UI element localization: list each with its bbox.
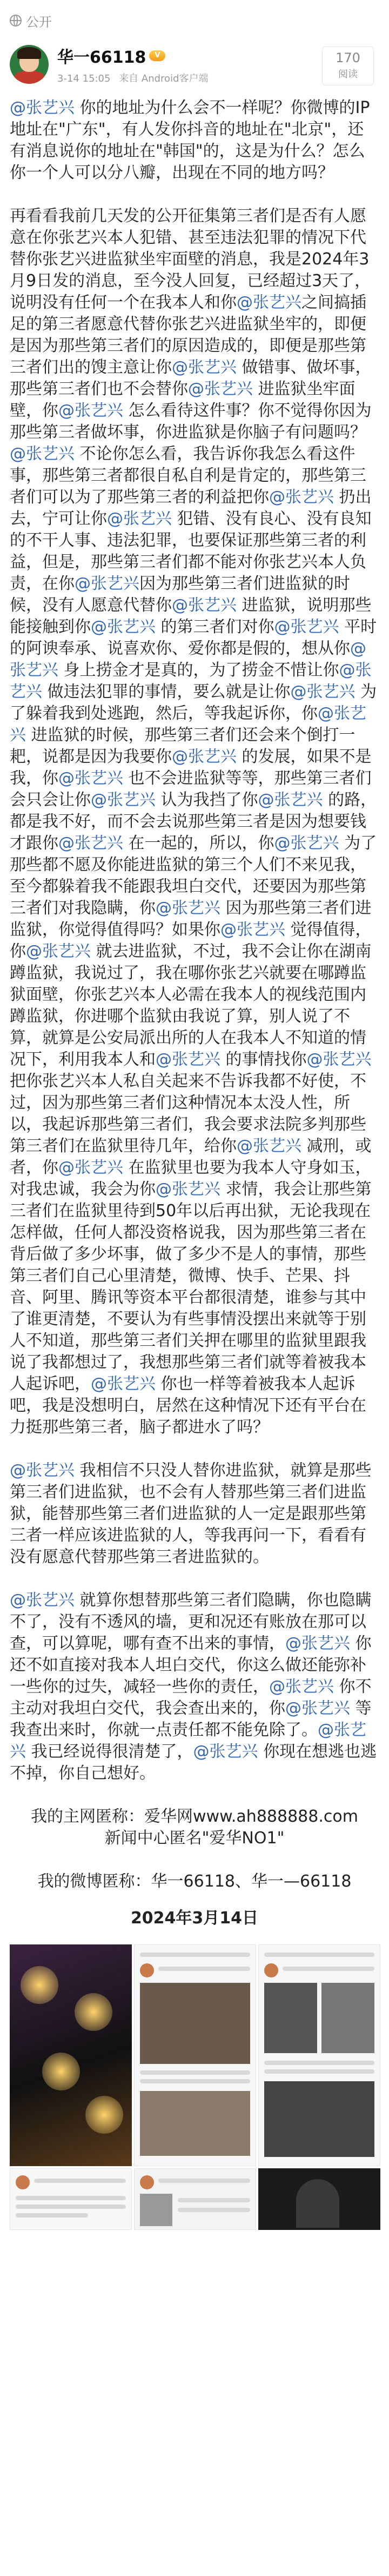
post-meta bbox=[57, 71, 214, 85]
user-mention-link[interactable]: @张艺兴 bbox=[269, 1677, 334, 1696]
paragraph-text: 的发展，如果不是我，你 bbox=[10, 747, 372, 788]
user-mention-link[interactable]: @张艺兴 bbox=[58, 834, 123, 853]
user-mention-link[interactable]: @张艺兴 bbox=[172, 358, 237, 377]
paragraph-text: 进监狱坐牢面壁，你 bbox=[10, 380, 356, 420]
user-mention-link[interactable]: @张艺兴 bbox=[10, 1721, 366, 1761]
user-mention-link[interactable]: @张艺兴 bbox=[58, 769, 123, 788]
globe-icon bbox=[10, 15, 22, 26]
attached-screenshot-3[interactable] bbox=[10, 2168, 132, 2230]
user-mention-link[interactable]: @张艺兴 bbox=[107, 509, 172, 528]
paragraph-text: 的第三者们对你 bbox=[156, 618, 274, 636]
paragraph-text: 进监狱的时候，那些第三者们还会来个倒打一耙，说都是因为我要你 bbox=[10, 726, 356, 766]
user-mention-link[interactable]: @张艺兴 bbox=[10, 661, 372, 701]
paragraph-text: 求情，我会让那些第三者们在监狱里待到50年以后再出狱，无论我现在怎样做，任何人都没资格说我，因为那些第三者在背后做了多少坏事，做了多少不是人的事情，那些第三者们自己心里清楚，微博、快手、芒果、抖音、阿里、腾讯等资本平台都很清楚，谁参与其中了谁更清楚，不要认为有些事情没摆出来就等于别人不知道，那些第三者们关押在哪里的监狱里跟我说了我都想过了，我想那些第三者们就等着被我本人起诉吧， bbox=[10, 1180, 372, 1393]
paragraph-text: 为了躲着我到处逃跑，然后，等我起诉你，你 bbox=[10, 682, 377, 723]
user-mention-link[interactable]: @张艺兴 bbox=[58, 401, 123, 420]
post-paragraph bbox=[10, 1460, 379, 1568]
paragraph-text: 在一起的，所以，你 bbox=[123, 834, 274, 853]
user-mention-link[interactable]: @张艺兴 bbox=[156, 899, 220, 918]
paragraph-text: 等我查出来时，你就一点责任都不能免除了。 bbox=[10, 1699, 372, 1740]
user-mention-link[interactable]: @张艺兴 bbox=[91, 791, 156, 809]
post-date: 2024年3月14日 bbox=[130, 1909, 259, 1928]
user-mention-link[interactable]: @张艺兴 bbox=[285, 1699, 350, 1718]
user-mention-link[interactable]: @张艺兴 bbox=[10, 444, 75, 463]
user-mention-link[interactable]: @张艺兴 bbox=[258, 791, 323, 809]
user-mention-link[interactable]: @张艺兴 bbox=[91, 1375, 156, 1393]
paragraph-text: 你的地址为什么会不一样呢？你微博的IP地址在"广东"，有人发你抖音的地址在"北京"，还有消息说你的地址在"韩国"的，这是为什么？怎么你一个人可以分八瓣，出现在不同的地方吗？ bbox=[10, 98, 370, 182]
user-mention-link[interactable]: @张艺兴 bbox=[26, 942, 91, 961]
user-mention-link[interactable]: @张艺兴 bbox=[10, 98, 75, 117]
news-line: 新闻中心匿名"爱华NO1" bbox=[104, 1829, 285, 1848]
post-source: 来自 Android客户端 bbox=[119, 73, 209, 84]
attached-screenshot-1[interactable] bbox=[134, 1944, 256, 2166]
paragraph-text: 的路，都是我不好，而不会去说那些第三者是因为想要钱才跟你 bbox=[10, 791, 377, 853]
user-mention-link[interactable]: @张艺兴 bbox=[58, 1158, 123, 1177]
paragraph-text: 你现在想逃也逃不掉，你自己想好。 bbox=[10, 1742, 377, 1783]
user-block bbox=[57, 44, 214, 85]
post-paragraph bbox=[10, 1590, 379, 1784]
post-paragraph bbox=[10, 97, 379, 184]
user-mention-link[interactable]: @张艺兴 bbox=[188, 380, 253, 399]
paragraph-text: 身上捞金才是真的，为了捞金不惜让你 bbox=[58, 661, 339, 680]
paragraph-text: 之间搞插足的第三者愿意代替你张艺兴进监狱坐牢的，即便是因为那些第三者们的原因造成的，即便是那些第三者们出的馊主意让你 bbox=[10, 293, 366, 377]
user-mention-link[interactable]: @张艺兴 bbox=[91, 618, 156, 636]
vip-badge-icon: V bbox=[149, 50, 165, 61]
paragraph-text: 你还不如直接对我本人坦白交代，你这么做还能弥补一些你的过失，减轻一些你的责任， bbox=[10, 1634, 372, 1696]
user-mention-link[interactable]: @张艺兴 bbox=[156, 1180, 220, 1199]
paragraph-text: 就算你想替那些第三者们隐瞒，你也隐瞒不了，没有不透风的墙，更和况还有账放在那可以查，可以算呢，哪有查不出来的事情， bbox=[10, 1591, 372, 1653]
paragraph-text: 减刑，或者，你 bbox=[10, 1137, 372, 1177]
user-mention-link[interactable]: @张艺兴 bbox=[172, 747, 237, 766]
user-mention-link[interactable]: @张艺兴 bbox=[274, 618, 339, 636]
paragraph-text: 因为那些第三者们进监狱的时候，没有人愿意代替你 bbox=[10, 574, 350, 615]
view-counter bbox=[322, 47, 374, 85]
paragraph-text: 我相信不只没人替你进监狱，就算是那些第三者们进监狱，也不会有人替那些第三者们进监狱，能替那些第三者们进监狱的人一定是跟那些第三者一样应该进监狱的人，等我再问一下，看看有没有愿意代替那些第三者进监狱的。 bbox=[10, 1461, 372, 1566]
user-mention-link[interactable]: @张艺兴 bbox=[75, 574, 139, 593]
site-line: 我的主网匿称：爱华网www.ah888888.com bbox=[31, 1807, 358, 1826]
user-mention-link[interactable]: @张艺兴 bbox=[306, 1050, 372, 1069]
paragraph-text: 怎么看待这件事？你不觉得你因为那些第三者做坏事，你进监狱是你脑子有问题吗？ bbox=[10, 401, 372, 442]
user-mention-link[interactable]: @张艺兴 bbox=[237, 293, 301, 312]
view-label: 阅读 bbox=[338, 69, 358, 80]
user-mention-link[interactable]: @张艺兴 bbox=[290, 682, 356, 701]
paragraph-text: 觉得值得，你 bbox=[10, 920, 372, 961]
paragraph-text: 认为我挡了你 bbox=[156, 791, 258, 809]
paragraph-text: 平时的阿谀奉承、说喜欢你、爱你都是假的，想从你 bbox=[10, 618, 377, 658]
paragraph-text: 也不会进监狱等等，那些第三者们会只会让你 bbox=[10, 769, 372, 809]
paragraph-text: 做违法犯罪的事情，要么就是让你 bbox=[42, 682, 291, 701]
user-mention-link[interactable]: @张艺兴 bbox=[269, 488, 334, 507]
paragraph-text: 因为那些第三者们进监狱，你觉得值得吗？如果你 bbox=[10, 899, 372, 939]
user-mention-link[interactable]: @张艺兴 bbox=[156, 1050, 220, 1069]
user-mention-link[interactable]: @张艺兴 bbox=[172, 596, 237, 615]
user-mention-link[interactable]: @张艺兴 bbox=[285, 1634, 350, 1653]
post-time: 3-14 15:05 bbox=[57, 73, 111, 84]
avatar[interactable] bbox=[10, 45, 49, 84]
weibo-line: 我的微博匿称：华一66118、华一—66118 bbox=[37, 1872, 352, 1891]
attached-screenshot-2[interactable] bbox=[258, 1944, 380, 2166]
attached-screenshot-4[interactable] bbox=[134, 2168, 256, 2230]
attached-photo-2[interactable] bbox=[258, 2168, 380, 2230]
paragraph-text: 我已经说得很清楚了， bbox=[26, 1742, 193, 1761]
user-mention-link[interactable]: @张艺兴 bbox=[237, 1137, 301, 1156]
post-footer bbox=[10, 1806, 379, 1929]
user-mention-link[interactable]: @张艺兴 bbox=[10, 704, 366, 745]
paragraph-text: 为了那些都不愿及你能进监狱的第三个人们不来见我，至今都躲着我不能跟我坦白交代，还要因为那些第三者们对我隐瞒，你 bbox=[10, 834, 377, 918]
visibility-bar[interactable] bbox=[0, 0, 389, 41]
paragraph-text: 在监狱里也要为我本人守身如玉，对我忠诚，我会为你 bbox=[10, 1158, 372, 1199]
user-mention-link[interactable]: @张艺兴 bbox=[220, 920, 285, 939]
user-mention-link[interactable]: @张艺兴 bbox=[274, 834, 339, 853]
user-mention-link[interactable]: @张艺兴 bbox=[10, 1461, 75, 1480]
paragraph-text: 再看看我前几天发的公开征集第三者们是否有人愿意在你张艺兴本人犯错、甚至违法犯罪的情况下代替你张艺兴进监狱坐牢面壁的消息，我是2024年3月9日发的消息，至今没人回复，已经超过3天了，说明没有任何一个在我本人和你 bbox=[10, 207, 371, 312]
paragraph-text: 不论你怎么看，我告诉你我怎么看这件事，那些第三者都很自私自利是肯定的，那些第三者们可以为了那些第三者的利益把你 bbox=[10, 444, 366, 507]
post-content bbox=[0, 88, 389, 1929]
paragraph-text: 的事情找你 bbox=[220, 1050, 307, 1069]
user-mention-link[interactable]: @张艺兴 bbox=[10, 1591, 75, 1610]
image-grid bbox=[0, 1944, 389, 2230]
post-header bbox=[0, 41, 389, 88]
paragraph-text: 做错事、做坏事，那些第三者们也不会替你 bbox=[10, 358, 372, 399]
user-mention-link[interactable]: @张艺兴 bbox=[193, 1742, 258, 1761]
paragraph-text: 你也一样等着被我本人起诉吧，我是没想明白，居然在这种情况下还有平台在力挺那些第三者，脑子都进水了吗？ bbox=[10, 1375, 366, 1437]
paragraph-text: 进监狱，说明那些能接触到你 bbox=[10, 596, 372, 636]
paragraph-text: 把你张艺兴本人私自关起来不告诉我都不好使，不过，因为那些第三者们这种情况本太没人性，所以，我起诉那些第三者们，我会要求法院多判那些第三者们在监狱里待几年，给你 bbox=[10, 1072, 366, 1156]
attached-photo-1[interactable] bbox=[10, 1944, 132, 2166]
visibility-label: 公开 bbox=[26, 14, 52, 30]
user-mention-link[interactable]: @张艺兴 bbox=[10, 639, 366, 680]
paragraph-text: 你不主动对我坦白交代，我会查出来的，你 bbox=[10, 1677, 372, 1718]
post-paragraph bbox=[10, 205, 379, 1438]
username[interactable]: 华一66118 bbox=[57, 48, 146, 67]
paragraph-text: 扔出去，宁可让你 bbox=[10, 488, 372, 528]
post-body bbox=[10, 97, 379, 1784]
paragraph-text: 就去进监狱，不过，我不会让你在湖南蹲监狱，我说过了，我在哪你张艺兴就要在哪蹲监狱面壁，你张艺兴本人必需在我本人的视线范围内蹲监狱，你进哪个监狱由我说了算，别人说了不算，就算是公安局派出所的人在我本人不知道的情况下，利用我本人和 bbox=[10, 942, 372, 1069]
view-count: 170 bbox=[336, 50, 360, 65]
paragraph-text: 犯错、没有良心、没有良知的不干人事、违法犯罪，也要保证那些第三者的利益，但是，那些第三者们都不能对你张艺兴本人负责，在你 bbox=[10, 509, 372, 593]
